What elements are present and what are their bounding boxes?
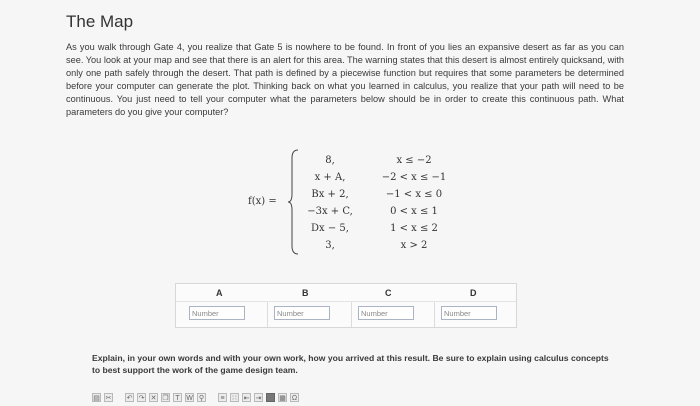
answer-a-input[interactable]: Number [189,306,245,320]
column-header-b: B [302,288,309,298]
case-row [300,186,460,203]
list-bullet-icon[interactable]: ∷ [230,393,239,402]
list-ordered-icon[interactable]: ≡ [218,393,227,402]
column-header-a: A [216,288,223,298]
case-row [300,203,460,220]
special-char-icon[interactable]: Ω [291,394,298,402]
case-condition: x ≤ −2 [396,155,432,166]
image-icon[interactable] [266,393,275,402]
problem-text: As you walk through Gate 4, you realize that Gate 5 is nowhere to be found. In front of you lies an expansive desert as far as you can see. You look at your map and see that there is an alert for this area. The warning states that this desert is almost entirely quicksand, with only one path safely through the desert. That path is defined by a piecewise function but requires that some parameters be determined before your computer can generate the plot. Thinking back on what you learned in calculus, you realize that your path will need to be continuous. You just need to tell your computer what the parameters below should be in order to create this continuous path. What parameters do you give your computer? [66,42,624,117]
answer-table [175,283,517,328]
paste-icon[interactable]: ▤ [93,394,100,402]
answer-b-input[interactable]: Number [274,306,330,320]
case-condition: 0 < x ≤ 1 [390,206,438,217]
column-divider [351,302,352,327]
answer-d-input[interactable]: Number [441,306,497,320]
brace-icon [288,148,300,256]
column-header-c: C [385,288,392,298]
paste-text-icon[interactable]: T [173,393,182,402]
redo-icon[interactable]: ↷ [138,394,145,402]
case-expression: −3x + C, [307,206,353,217]
answer-c-input[interactable]: Number [358,306,414,320]
case-row [300,237,460,254]
column-header-d: D [470,288,477,298]
case-row [300,152,460,169]
case-row [300,169,460,186]
paste-word-icon[interactable]: W [186,394,193,402]
table-icon[interactable]: ▦ [279,394,286,402]
column-divider [267,302,268,327]
strike-icon[interactable]: ✕ [150,394,157,402]
format-icon[interactable]: ✂ [105,394,112,402]
find-icon[interactable]: ⚲ [198,394,205,402]
editor-toolbar [92,390,392,404]
case-condition: −2 < x ≤ −1 [381,172,447,183]
page-title: The Map [66,12,134,31]
explain-prompt: Explain, in your own words and with your own work, how you arrived at this result. Be sure to explain using calculus concepts to best support the work of the game design team. [92,353,609,375]
undo-icon[interactable]: ↶ [126,394,133,402]
case-expression: 3, [325,240,335,251]
case-condition: 1 < x ≤ 2 [390,223,438,234]
outdent-icon[interactable]: ⇤ [243,394,250,402]
case-expression: 8, [325,155,335,166]
case-condition: x > 2 [400,240,428,251]
case-expression: x + A, [314,172,346,183]
indent-icon[interactable]: ⇥ [255,394,262,402]
piecewise-cases [300,152,460,254]
column-divider [434,302,435,327]
case-expression: Dx − 5, [311,223,349,234]
case-expression: Bx + 2, [311,189,349,200]
case-row [300,220,460,237]
function-label: f(x) = [248,196,277,207]
copy-icon[interactable]: ❐ [162,394,169,402]
table-divider [176,301,516,302]
case-condition: −1 < x ≤ 0 [385,189,443,200]
